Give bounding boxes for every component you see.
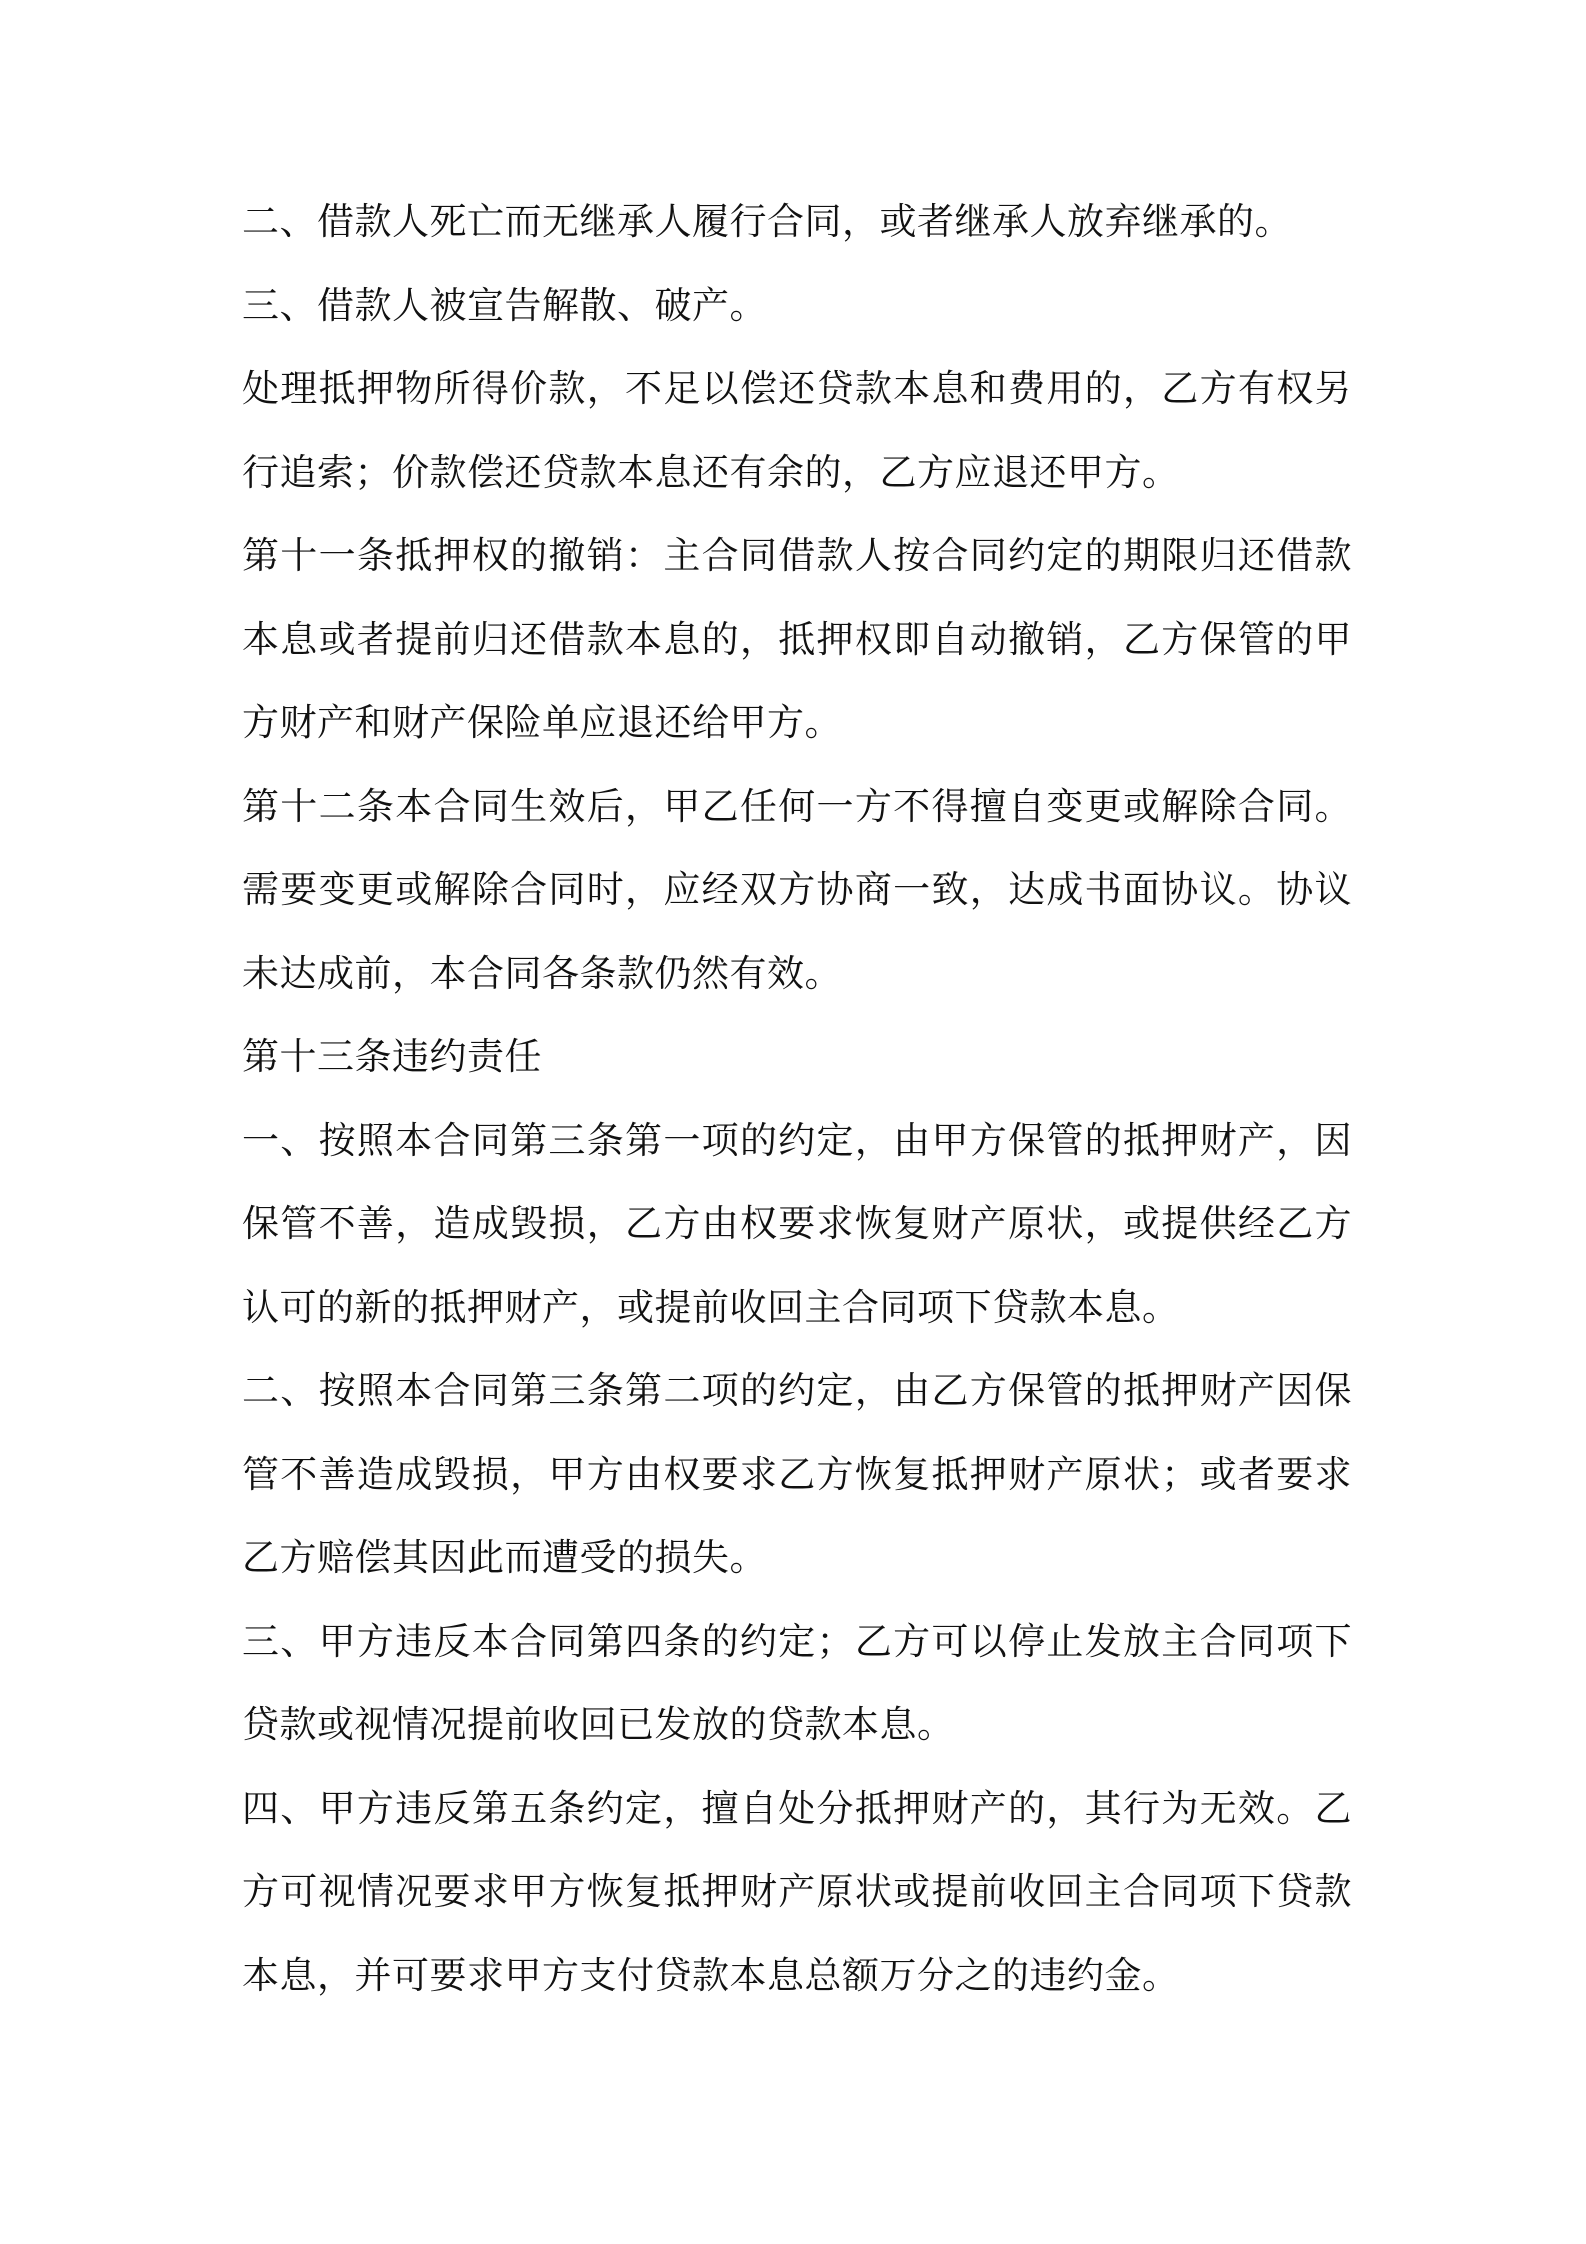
paragraph-heir-abandonment: 二、借款人死亡而无继承人履行合同，或者继承人放弃继承的。 — [242, 200, 1292, 243]
breach-item-2: 二、按照本合同第三条第二项的约定，由乙方保管的抵押财产因保管不善造成毁损，甲方由权要求乙方恢复抵押财产原状；或者要求乙方赔偿其因此而遭受的损失。 — [242, 1369, 1352, 1579]
breach-item-3: 三、甲方违反本合同第四条的约定；乙方可以停止发放主合同项下贷款或视情况提前收回已发放的贷款本息。 — [242, 1619, 1352, 1746]
article-13-heading: 第十三条违约责任 — [242, 1035, 542, 1078]
paragraph-bankruptcy: 三、借款人被宣告解散、破产。 — [242, 283, 767, 327]
article-12-contract-effectiveness: 第十二条本合同生效后，甲乙任何一方不得擅自变更或解除合同。需要变更或解除合同时，应经双方协商一致，达成书面协议。协议未达成前，本合同各条款仍然有效。 — [242, 784, 1352, 995]
paragraph-collateral-proceeds: 处理抵押物所得价款，不足以偿还贷款本息和费用的，乙方有权另行追索；价款偿还贷款本息还有余的，乙方应退还甲方。 — [242, 367, 1352, 494]
article-11-mortgage-revocation: 第十一条抵押权的撤销：主合同借款人按合同约定的期限归还借款本息或者提前归还借款本息的，抵押权即自动撤销，乙方保管的甲方财产和财产保险单应退还给甲方。 — [242, 534, 1352, 744]
document-body — [242, 180, 1352, 2017]
breach-item-1: 一、按照本合同第三条第一项的约定，由甲方保管的抵押财产，因保管不善，造成毁损，乙方由权要求恢复财产原状，或提供经乙方认可的新的抵押财产，或提前收回主合同项下贷款本息。 — [242, 1118, 1352, 1329]
breach-item-4: 四、甲方违反第五条约定，擅自处分抵押财产的，其行为无效。乙方可视情况要求甲方恢复抵押财产原状或提前收回主合同项下贷款本息，并可要求甲方支付贷款本息总额万分之的违约金。 — [242, 1786, 1352, 1997]
